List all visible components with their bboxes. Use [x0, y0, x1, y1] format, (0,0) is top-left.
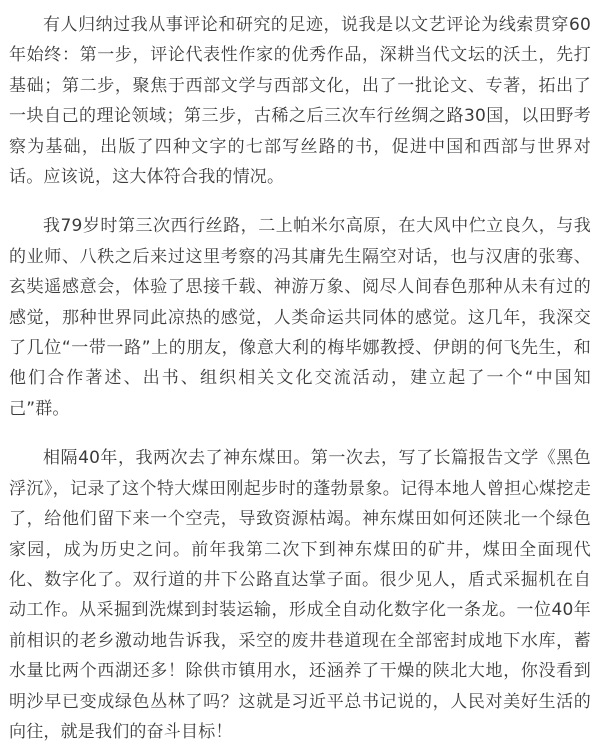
paragraph-3: 相隔40年，我两次去了神东煤田。第一次去，写了长篇报告文学《黑色浮沉》，记录了这个特大煤田刚起步时的蓬勃景象。记得本地人曾担心煤挖走了，给他们留下来一个空壳，导致资源枯竭。神东煤田如何还陕北一个绿色家园，成为历史之问。前年我第二次下到神东煤田的矿井，煤田全面现代化、数字化了。双行道的井下公路直达掌子面。很少见人，盾式采掘机在自动工作。从采掘到洗煤到封装运输，形成全自动化数字化一条龙。一位40年前相识的老乡激动地告诉我，采空的废井巷道现在全部密封成地下水库，蓄水量比两个西湖还多！除供市镇用水，还涵养了干燥的陕北大地，你没看到明沙早已变成绿色丛林了吗？这就是习近平总书记说的，人民对美好生活的向往，就是我们的奋斗目标！ — [9, 448, 591, 742]
paragraph-1: 有人归纳过我从事评论和研究的足迹，说我是以文艺评论为线索贯穿60年始终：第一步，评论代表性作家的优秀作品，深耕当代文坛的沃土，先打基础；第二步，聚焦于西部文学与西部文化，出了一批论文、专著，拓出了一块自己的理论领域；第三步，古稀之后三次车行丝绸之路30国，以田野考察为基础，出版了四种文字的七部写丝路的书，促进中国和西部与世界对话。应该说，这大体符合我的情况。 — [9, 15, 591, 188]
paragraph-2: 我79岁时第三次西行丝路，二上帕米尔高原，在大风中伫立良久，与我的业师、八秩之后来过这里考察的冯其庸先生隔空对话，也与汉唐的张骞、玄奘遥感意会，体验了思接千载、神游万象、阅尽人间春色那种从未有过的感觉，那种世界同此凉热的感觉，人类命运共同体的感觉。这几年，我深交了几位“一带一路”上的朋友，像意大利的梅毕娜教授、伊朗的何飞先生，和他们合作著述、出书、组织相关文化交流活动，建立起了一个“中国知己”群。 — [9, 216, 591, 419]
article-body — [9, 10, 591, 747]
